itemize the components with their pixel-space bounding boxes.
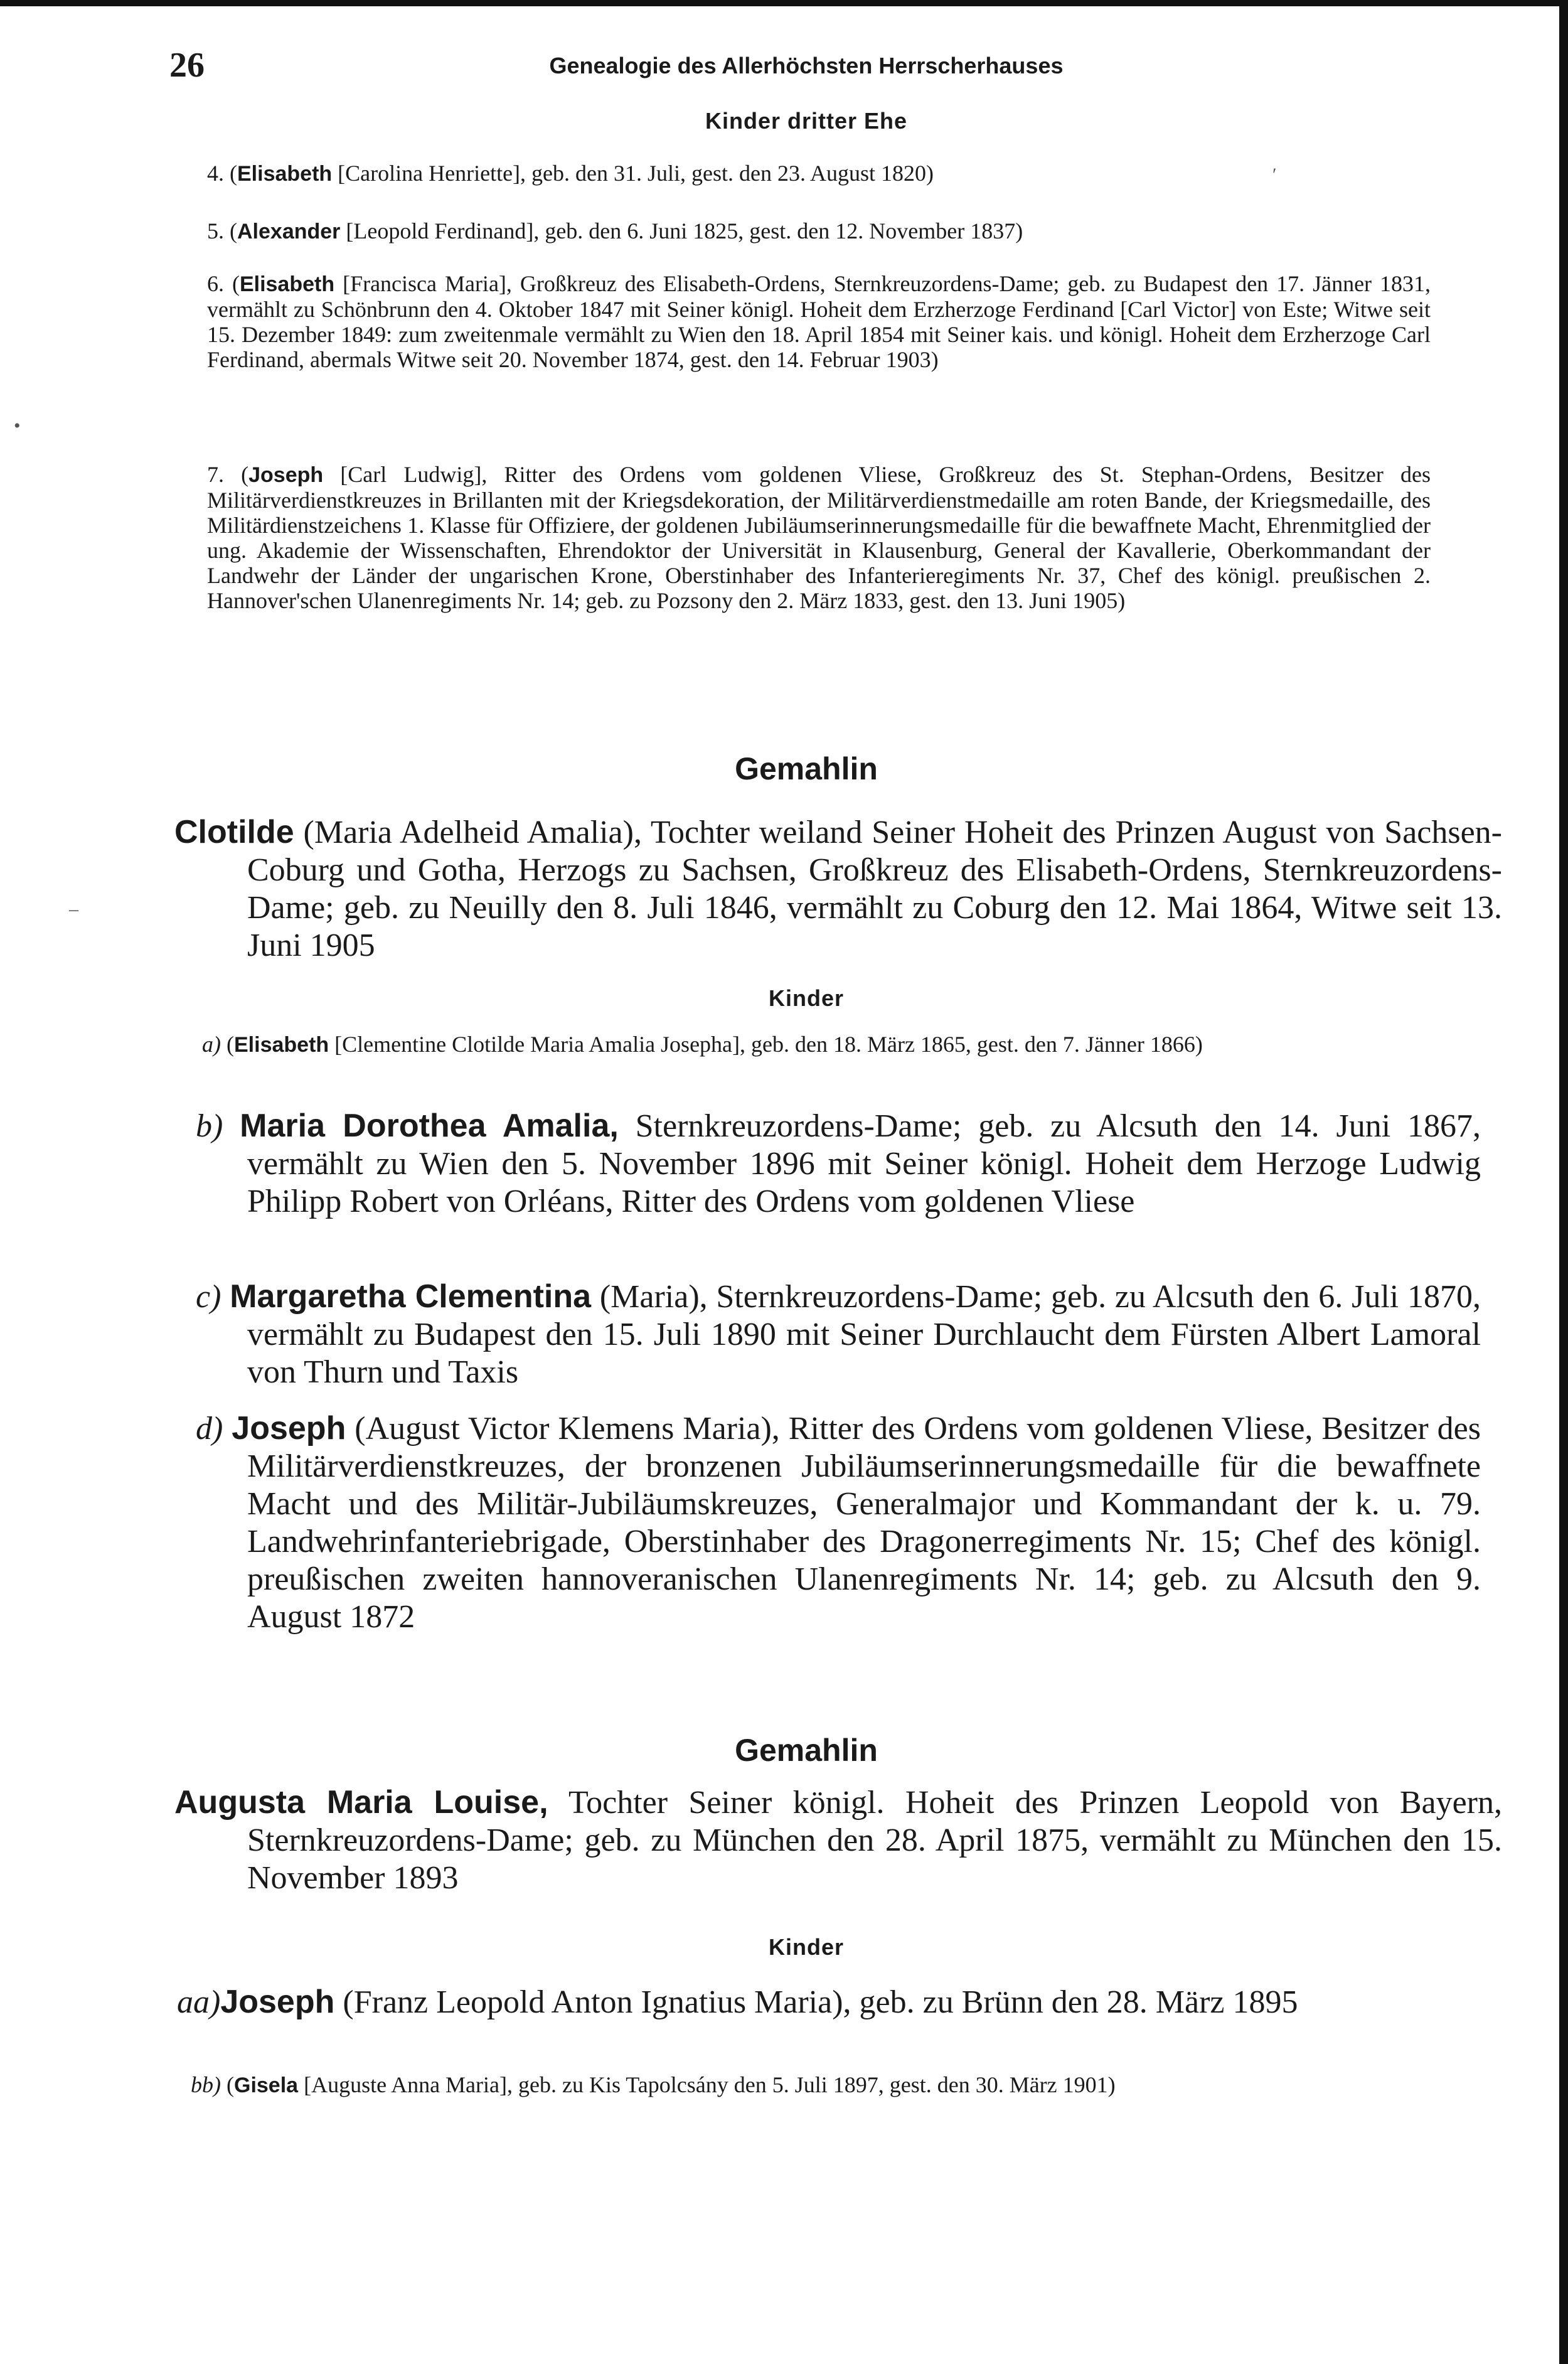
child-d-label: d) (196, 1411, 223, 1447)
gemahlin-clotilde-name: Clotilde (174, 814, 294, 850)
scan-speck: ′ (1272, 164, 1277, 185)
gemahlin-heading-1: Gemahlin (735, 751, 878, 786)
child-bb-text: [Auguste Anna Maria], geb. zu Kis Tapolcsány den 5. Juli 1897, gest. den 30. März 1901) (298, 2072, 1116, 2097)
child-aa-name: Joseph (220, 1984, 335, 2020)
child-aa-label: aa) (177, 1984, 221, 2020)
child-bb-name: Gisela (234, 2073, 299, 2097)
entry-5-text: [Leopold Ferdinand], geb. den 6. Juni 1825, gest. den 12. November 1837) (340, 218, 1023, 243)
entry-7-name: Joseph (248, 463, 324, 487)
child-c-name: Margaretha Clementina (230, 1278, 592, 1315)
child-a-text: [Clementine Clotilde Maria Amalia Josepha], geb. den 18. März 1865, gest. den 7. Jänner 1866) (329, 1032, 1203, 1057)
child-a-name: Elisabeth (234, 1033, 329, 1057)
gemahlin-augusta-text: Tochter Seiner königl. Hoheit des Prinzen Leopold von Bayern, Sternkreuzordens-Dame; geb. zu München den 28. April 1875, vermählt zu München den 15. November 1893 (247, 1785, 1502, 1896)
gemahlin-clotilde-entry (174, 813, 1502, 965)
entry-7-text: [Carl Ludwig], Ritter des Ordens vom goldenen Vliese, Großkreuz des St. Stephan-Ordens, Besitzer des Militärverdienstkreuzes in Brillanten mit der Kriegsdekoration, der Militärverdienstmedaille am roten Bande, der Kriegsmedaille, des Militärdienstzeichens 1. Klasse für Offiziere, der goldenen Jubiläumserinnerungsmedaille für die bewaffnete Macht, Ehrenmitglied der ung. Akademie der Wissenschaften, Ehrendoktor der Universität in Klausenburg, General der Kavallerie, Oberkommandant der Landwehr der Länder der ungarischen Krone, Oberstinhaber des Infanterieregiments Nr. 37, Chef des königl. preußischen 2. Hannover'schen Ulanenregiments Nr. 14; geb. zu Pozsony den 2. März 1833, gest. den 13. Juni 1905) (207, 462, 1431, 613)
child-b (196, 1107, 1481, 1221)
page-number: 26 (169, 46, 205, 85)
child-a-label: a) (202, 1032, 221, 1057)
section-heading-kinder-dritter-ehe: Kinder dritter Ehe (705, 108, 908, 134)
entry-4-name: Elisabeth (237, 162, 333, 186)
child-c-label: c) (196, 1279, 221, 1315)
child-aa (177, 1983, 1500, 2021)
page-header (169, 45, 1443, 95)
running-title: Genealogie des Allerhöchsten Herrscherhauses (549, 53, 1064, 78)
entry-4-label: 4. ( (207, 161, 237, 186)
child-c (196, 1278, 1481, 1391)
scan-dot-left: • (14, 415, 21, 436)
gemahlin-heading-2: Gemahlin (735, 1733, 878, 1768)
entry-7-label: 7. ( (207, 462, 249, 487)
scan-dash-left: ‒ (69, 899, 78, 919)
child-b-label: b) (196, 1108, 223, 1144)
entry-5-name: Alexander (237, 220, 341, 243)
entry-5-label: 5. ( (207, 218, 237, 243)
entry-6 (207, 271, 1431, 372)
child-c-text: (Maria), Sternkreuzordens-Dame; geb. zu Alcsuth den 6. Juli 1870, vermählt zu Budapest den 15. Juli 1890 mit Seiner Durchlaucht dem Fürsten Albert Lamoral von Thurn und Taxis (247, 1279, 1481, 1390)
entry-4 (207, 161, 1431, 186)
entry-6-label: 6. ( (207, 271, 240, 296)
entry-6-text: [Francisca Maria], Großkreuz des Elisabeth-Ordens, Sternkreuzordens-Dame; geb. zu Budapest den 17. Jänner 1831, vermählt zu Schönbrunn den 4. Oktober 1847 mit Seiner königl. Hoheit dem Erzherzoge Ferdinand [Carl Victor] von Este; Witwe seit 15. Dezember 1849: zum zweitenmale vermählt zu Wien den 18. April 1854 mit Seiner kais. und königl. Hoheit dem Erzherzoge Carl Ferdinand, abermals Witwe seit 20. November 1874, gest. den 14. Februar 1903) (207, 271, 1431, 372)
child-bb-label: bb) (191, 2072, 221, 2097)
gemahlin-augusta-name: Augusta Maria Louise, (174, 1784, 548, 1821)
gemahlin-augusta-entry (174, 1784, 1502, 1897)
child-b-name: Maria Dorothea Amalia, (240, 1108, 619, 1144)
kinder-heading-1: Kinder (768, 985, 844, 1011)
entry-4-text: [Carolina Henriette], geb. den 31. Juli, gest. den 23. August 1820) (332, 161, 934, 186)
gemahlin-clotilde-text: (Maria Adelheid Amalia), Tochter weiland Seiner Hoheit des Prinzen August von Sachsen-Coburg und Gotha, Herzogs zu Sachsen, Großkreuz des Elisabeth-Ordens, Sternkreuzordens-Dame; geb. zu Neuilly den 8. Juli 1846, vermählt zu Coburg den 12. Mai 1864, Witwe seit 13. Juni 1905 (247, 815, 1502, 963)
child-d-text: (August Victor Klemens Maria), Ritter des Ordens vom goldenen Vliese, Besitzer des Militärverdienstkreuzes, der bronzenen Jubiläumserinnerungsmedaille für die bewaffnete Macht und des Militär-Jubiläumskreuzes, Generalmajor und Kommandant der k. u. 79. Landwehrinfanteriebrigade, Oberstinhaber des Dragonerregiments Nr. 15; Chef des königl. preußischen zweiten hannoveranischen Ulanenregiments Nr. 14; geb. zu Alcsuth den 9. August 1872 (247, 1411, 1481, 1635)
child-d-name: Joseph (232, 1410, 346, 1447)
child-a (202, 1032, 1480, 1057)
child-aa-text: (Franz Leopold Anton Ignatius Maria), geb. zu Brünn den 28. März 1895 (334, 1984, 1298, 2020)
entry-5 (207, 218, 1431, 244)
kinder-heading-2: Kinder (768, 1934, 844, 1960)
child-b-text: Sternkreuzordens-Dame; geb. zu Alcsuth den 14. Juni 1867, vermählt zu Wien den 5. November 1896 mit Seiner königl. Hoheit dem Herzoge Ludwig Philipp Robert von Orléans, Ritter des Ordens vom goldenen Vliese (247, 1108, 1481, 1219)
child-bb (191, 2072, 1491, 2098)
entry-7 (207, 462, 1431, 613)
entry-6-name: Elisabeth (239, 272, 335, 296)
child-d (196, 1409, 1481, 1636)
child-a-open: ( (221, 1032, 234, 1057)
child-bb-open: ( (221, 2072, 234, 2097)
